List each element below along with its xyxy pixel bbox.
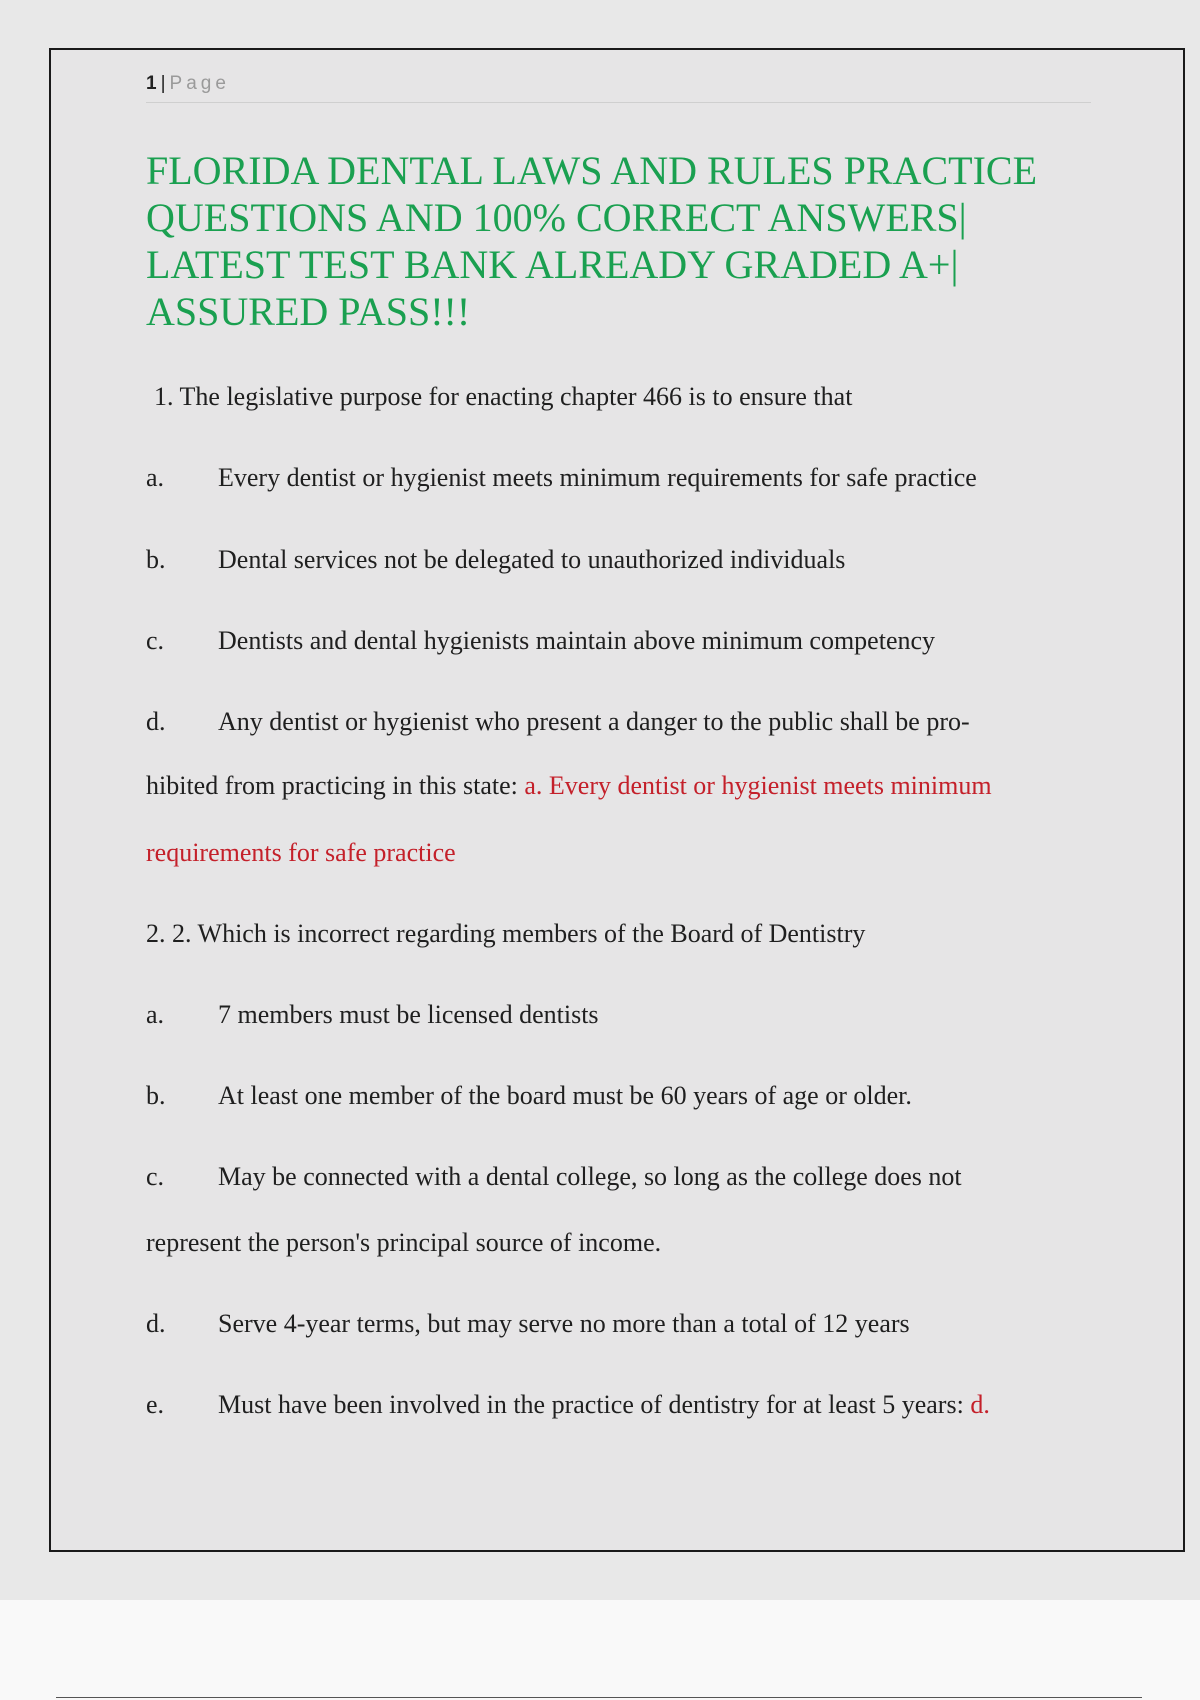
question-1-option-d-continuation: [146, 769, 992, 803]
option-text: Any dentist or hygienist who present a danger to the public shall be pro-: [218, 707, 970, 736]
page-label: Page: [169, 73, 230, 94]
question-1-answer-continuation: requirements for safe practice: [146, 838, 456, 867]
option-letter: e.: [146, 1390, 165, 1419]
option-text: Dentists and dental hygienists maintain above minimum competency: [218, 626, 936, 655]
option-letter: d.: [146, 1309, 166, 1338]
question-2-stem: 2. 2. Which is incorrect regarding members of the Board of Dentistry: [146, 919, 866, 948]
next-page-rule: [56, 1697, 1142, 1698]
question-1-stem: 1. The legislative purpose for enacting chapter 466 is to ensure that: [154, 382, 853, 411]
next-page-preview: [0, 1600, 1200, 1700]
option-text: Must have been involved in the practice of dentistry for at least 5 years:: [218, 1390, 971, 1419]
option-letter: a.: [146, 1000, 165, 1029]
question-2-option-b: [146, 1079, 912, 1113]
option-text: 7 members must be licensed dentists: [218, 1000, 599, 1029]
question-2-option-a: [146, 998, 599, 1032]
option-letter: c.: [146, 1162, 165, 1191]
page-separator: |: [160, 73, 166, 94]
document-page: [49, 48, 1185, 1552]
answer-text: a. Every dentist or hygienist meets minimum: [524, 771, 992, 800]
option-text: Serve 4-year terms, but may serve no more than a total of 12 years: [218, 1309, 910, 1338]
continuation-text: hibited from practicing in this state:: [146, 771, 525, 800]
question-1-option-c: [146, 624, 935, 658]
option-text: At least one member of the board must be 60 years of age or older.: [218, 1081, 912, 1110]
document-title: FLORIDA DENTAL LAWS AND RULES PRACTICE QUESTIONS AND 100% CORRECT ANSWERS| LATEST TEST BANK ALREADY GRADED A+| ASSURED PASS!!!: [146, 148, 1038, 334]
page-header: [146, 72, 1091, 103]
option-letter: b.: [146, 1081, 166, 1110]
page-number: 1: [146, 73, 157, 94]
question-1-option-a: [146, 461, 977, 495]
option-text: May be connected with a dental college, so long as the college does not: [218, 1162, 962, 1191]
option-letter: c.: [146, 626, 165, 655]
answer-text: d.: [970, 1390, 990, 1419]
question-2-option-c-continuation: represent the person's principal source of income.: [146, 1228, 662, 1257]
option-letter: a.: [146, 463, 165, 492]
option-text: Dental services not be delegated to unauthorized individuals: [218, 545, 846, 574]
question-1-option-d: [146, 705, 970, 739]
question-2-option-c: [146, 1160, 962, 1194]
question-2-option-d: [146, 1307, 910, 1341]
option-letter: d.: [146, 707, 166, 736]
option-text: Every dentist or hygienist meets minimum requirements for safe practice: [218, 463, 977, 492]
question-1-option-b: [146, 543, 845, 577]
option-letter: b.: [146, 545, 166, 574]
question-2-option-e: [146, 1388, 990, 1422]
